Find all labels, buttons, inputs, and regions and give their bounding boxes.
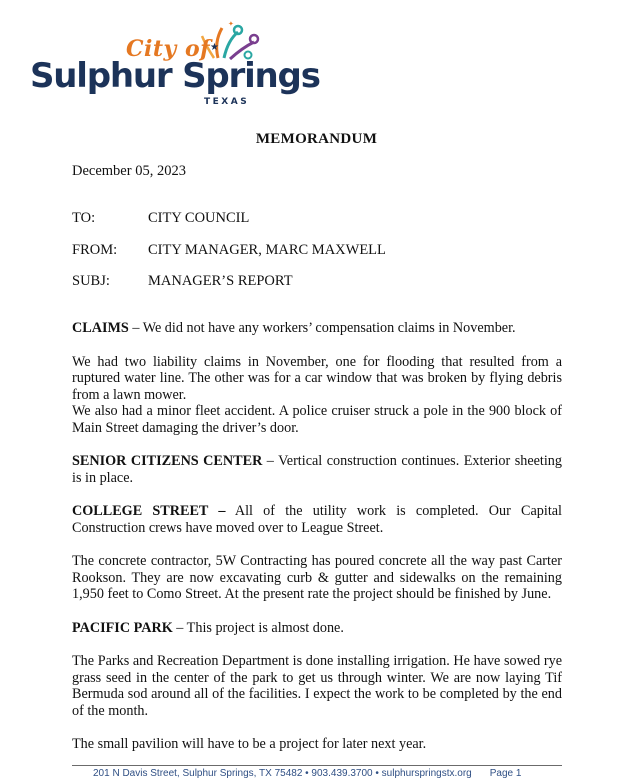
svg-text:✦: ✦ — [228, 20, 234, 28]
subj-value: MANAGER’S REPORT — [148, 273, 293, 289]
page-footer — [93, 768, 521, 779]
parks-paragraph: The Parks and Recreation Department is done installing irrigation. He have sowed rye grass seed in the center of the park to get us through winter. We are now laying Tif Bermuda sod around all of the facilities. I expect the work to be completed by the end of the month. — [72, 653, 562, 719]
logo-city-name: Sulphur Springs — [30, 56, 320, 96]
pacific-park-text: – This project is almost done. — [172, 619, 344, 636]
memo-body — [72, 320, 562, 770]
claims-heading: CLAIMS — [72, 320, 129, 336]
claims-text: – We did not have any workers’ compensation claims in November. — [128, 320, 516, 336]
from-label: FROM: — [72, 242, 118, 258]
senior-center-paragraph — [72, 453, 562, 486]
to-value: CITY COUNCIL — [148, 210, 250, 226]
concrete-paragraph: The concrete contractor, 5W Contracting has poured concrete all the way past Carter Rookson. They are now excavating curb & gutter and sidewalks on the remaining 1,950 feet to Como Street. At the present rate the project should be finished by June. — [72, 553, 562, 602]
senior-center-text: – Vertical construction continues. Exterior sheeting is in place. — [72, 453, 562, 486]
senior-center-heading: SENIOR CITIZENS CENTER — [72, 453, 263, 469]
to-label: TO: — [72, 210, 96, 226]
city-logo — [28, 18, 320, 114]
college-street-heading: COLLEGE STREET – — [72, 503, 226, 519]
from-value: CITY MANAGER, MARC MAXWELL — [148, 242, 386, 258]
footer-divider — [72, 765, 562, 766]
pacific-park-paragraph — [72, 620, 562, 637]
footer-contact: 201 N Davis Street, Sulphur Springs, TX 75482 • 903.439.3700 • sulphurspringstx.org — [93, 768, 472, 779]
memo-date: December 05, 2023 — [72, 163, 186, 179]
college-street-text: All of the utility work is completed. Our Capital Construction crews have moved over to League Street. — [72, 503, 562, 536]
pavilion-paragraph: The small pavilion will have to be a project for later next year. — [72, 736, 427, 752]
memo-title: MEMORANDUM — [255, 131, 378, 147]
college-street-paragraph — [72, 503, 562, 536]
svg-text:★: ★ — [210, 42, 219, 53]
page-number: Page 1 — [489, 768, 522, 779]
logo-state: TEXAS — [204, 97, 250, 107]
fleet-paragraph: We also had a minor fleet accident. A police cruiser struck a pole in the 900 block of Main Street damaging the driver’s door. — [72, 403, 562, 436]
subj-label: SUBJ: — [72, 273, 110, 289]
pacific-park-heading: PACIFIC PARK — [72, 619, 173, 636]
claims-paragraph — [72, 320, 562, 337]
liability-paragraph: We had two liability claims in November, one for flooding that resulted from a ruptured water line. The other was for a car window that was broken by flying debris from a lawn mower. — [72, 353, 562, 403]
logo-city-of: City of — [126, 36, 211, 62]
